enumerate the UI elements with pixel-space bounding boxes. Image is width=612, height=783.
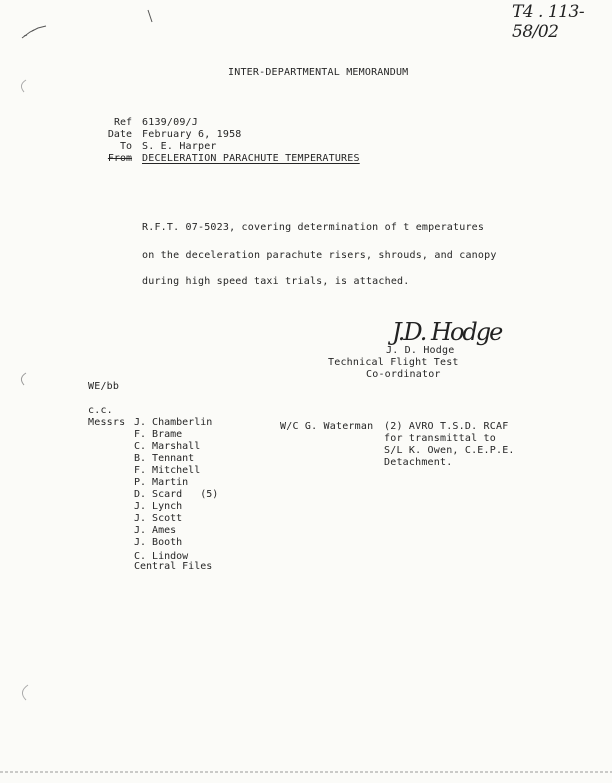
cc-list-item: J. Chamberlin (134, 417, 213, 428)
cc-list-item: Central Files (134, 561, 213, 572)
cc-list-item: J. Lynch (134, 501, 183, 512)
memo-title: INTER-DEPARTMENTAL MEMORANDUM (228, 67, 409, 78)
cc-list-item: P. Martin (134, 477, 189, 488)
signatory-title-1: Technical Flight Test (328, 357, 459, 368)
file-reference-handwritten: T4 . 113-58/02 (512, 2, 585, 42)
cc-right-line-2: for transmittal to (384, 433, 496, 444)
cc-list-item: F. Brame (134, 429, 183, 440)
cc-list-item: J. Scott (134, 513, 183, 524)
signatory-name: J. D. Hodge (386, 345, 455, 356)
cc-list-item: J. Booth (134, 537, 183, 548)
cc-list-item: D. Scard (5) (134, 489, 219, 500)
body-line-3: during high speed taxi trials, is attached. (142, 276, 410, 287)
signatory-title-2: Co-ordinator (366, 369, 441, 380)
cc-right-line-3: S/L K. Owen, C.E.P.E. (384, 445, 515, 456)
cc-right-line-4: Detachment. (384, 457, 453, 468)
cc-right-name: W/C G. Waterman (280, 421, 374, 432)
ref-value: 6139/09/J (142, 117, 198, 128)
to-label: To (119, 141, 132, 152)
typist-initials: WE/bb (88, 381, 120, 392)
cc-label: c.c. (88, 405, 113, 416)
cc-list-item: F. Mitchell (134, 465, 201, 476)
cc-list-item: C. Lindow (134, 551, 189, 562)
cc-list-item: C. Marshall (134, 441, 201, 452)
date-value: February 6, 1958 (142, 129, 242, 140)
handwritten-signature: J.D. Hodge (392, 318, 502, 346)
body-line-1: R.F.T. 07-5023, covering determination of t emperatures (142, 222, 485, 233)
messrs-label: Messrs (88, 417, 126, 428)
cc-list-item: B. Tennant (134, 453, 195, 464)
ref-label: Ref (113, 117, 132, 128)
subject-value: DECELERATION PARACHUTE TEMPERATURES (142, 153, 360, 164)
date-label: Date (107, 129, 132, 140)
cc-list-item: J. Ames (134, 525, 177, 536)
body-line-2: on the deceleration parachute risers, shrouds, and canopy (142, 250, 497, 261)
from-label: From (107, 153, 132, 164)
cc-right-line-1: (2) AVRO T.S.D. RCAF (384, 421, 509, 432)
to-value: S. E. Harper (142, 141, 217, 152)
